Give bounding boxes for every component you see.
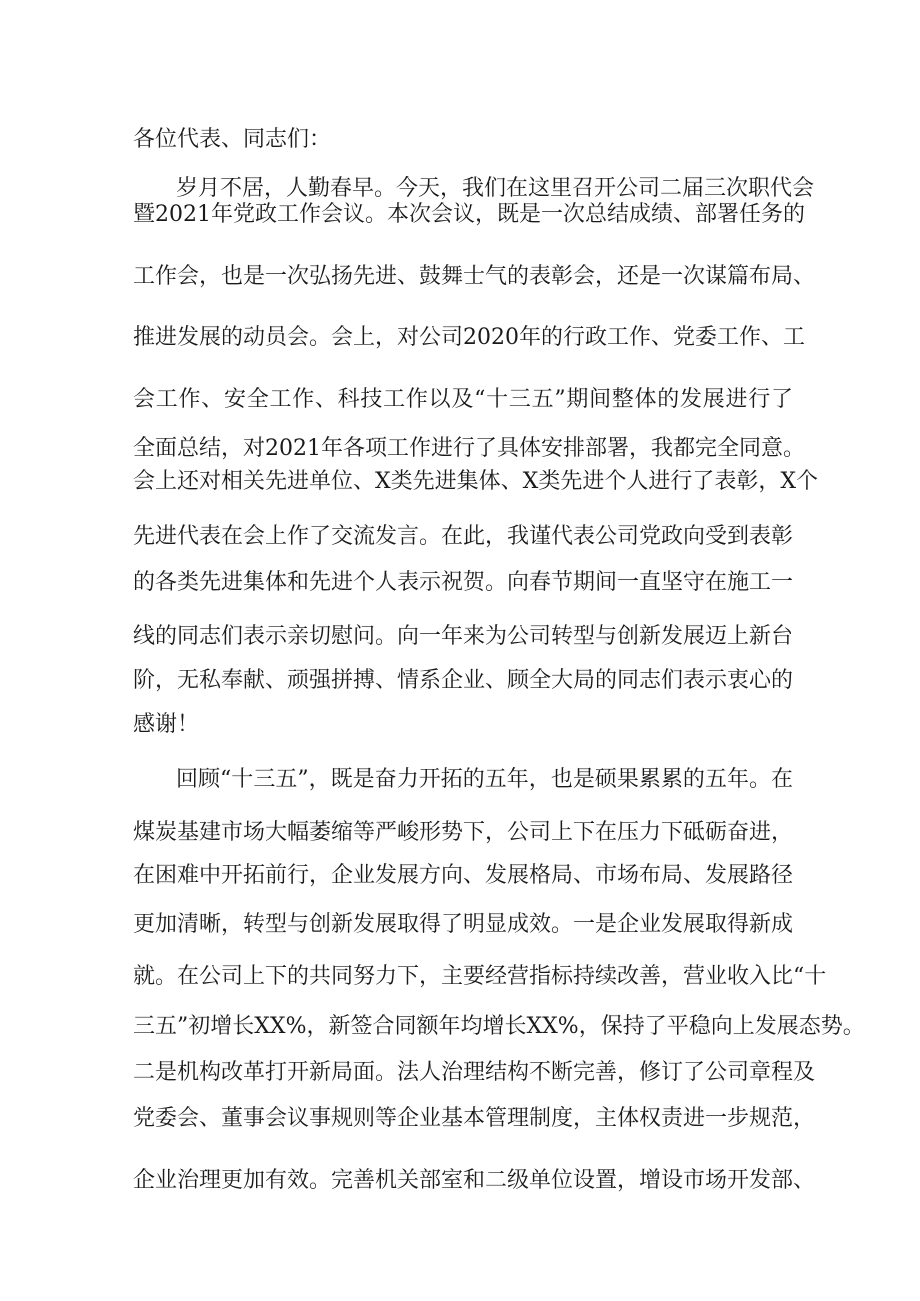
paragraph-2-line-4: 更加清晰，转型与创新发展取得了明显成效。一是企业发展取得新成: [133, 912, 794, 937]
paragraph-1-line-6: 全面总结，对2021年各项工作进行了具体安排部署，我都完全同意。: [133, 436, 805, 461]
paragraph-2-line-5: 就。在公司上下的共同努力下，主要经营指标持续改善，营业收入比“十: [133, 964, 827, 989]
paragraph-2-line-9: 企业治理更加有效。完善机关部室和二级单位设置，增设市场开发部、: [133, 1168, 816, 1193]
paragraph-1-line-4: 推进发展的动员会。会上，对公司2020年的行政工作、党委工作、工: [133, 325, 805, 350]
paragraph-2-line-6: 三五”初增长XX%，新签合同额年均增长XX%，保持了平稳向上发展态势。: [133, 1014, 865, 1039]
paragraph-2-line-8: 党委会、董事会议事规则等企业基本管理制度，主体权责进一步规范，: [133, 1106, 816, 1131]
paragraph-1-line-2: 暨2021年党政工作会议。本次会议，既是一次总结成绩、部署任务的: [133, 202, 805, 227]
paragraph-2-line-1: 回顾“十三五”，既是奋力开拓的五年，也是硕果累累的五年。在: [176, 767, 793, 792]
paragraph-1-line-12: 感谢！: [133, 712, 200, 737]
salutation-line: 各位代表、同志们：: [133, 127, 332, 152]
paragraph-2-line-7: 二是机构改革打开新局面。法人治理结构不断完善，修订了公司章程及: [133, 1060, 816, 1085]
paragraph-1-line-10: 线的同志们表示亲切慰问。向一年来为公司转型与创新发展迈上新台: [133, 624, 794, 649]
paragraph-2-line-2: 煤炭基建市场大幅萎缩等严峻形势下，公司上下在压力下砥砺奋进，: [133, 820, 794, 845]
paragraph-1-line-9: 的各类先进集体和先进个人表示祝贺。向春节期间一直坚守在施工一: [133, 570, 794, 595]
paragraph-1-line-5: 会工作、安全工作、科技工作以及“十三五”期间整体的发展进行了: [133, 387, 793, 412]
paragraph-2-line-3: 在困难中开拓前行，企业发展方向、发展格局、市场布局、发展路径: [133, 863, 794, 888]
paragraph-1-line-11: 阶，无私奉献、顽强拼搏、情系企业、顾全大局的同志们表示衷心的: [133, 668, 794, 693]
paragraph-1-line-7: 会上还对相关先进单位、X类先进集体、X类先进个人进行了表彰，X个: [133, 469, 818, 494]
paragraph-1-line-1: 岁月不居，人勤春早。今天，我们在这里召开公司二届三次职代会: [176, 176, 815, 201]
paragraph-1-line-3: 工作会，也是一次弘扬先进、鼓舞士气的表彰会，还是一次谋篇布局、: [133, 264, 816, 289]
paragraph-1-line-8: 先进代表在会上作了交流发言。在此，我谨代表公司党政向受到表彰: [133, 524, 794, 549]
